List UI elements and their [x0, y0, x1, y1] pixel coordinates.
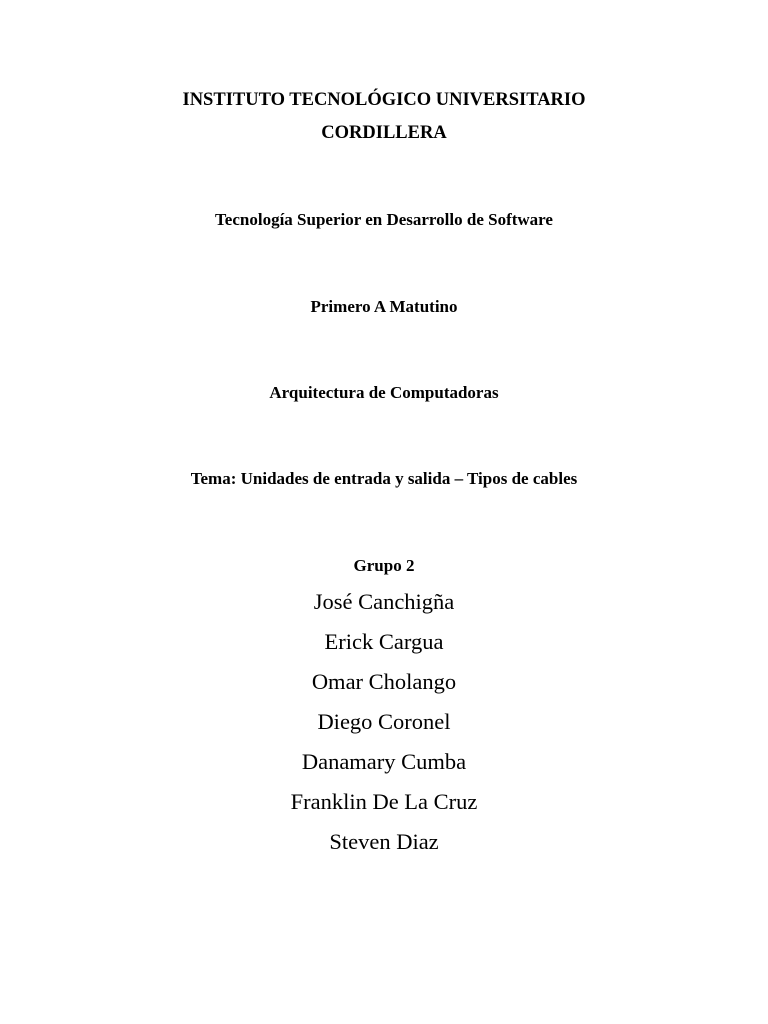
member-name: Danamary Cumba [301, 749, 467, 774]
member-name: Franklin De La Cruz [290, 789, 478, 814]
group-label: Grupo 2 [353, 556, 415, 575]
topic-line: Tema: Unidades de entrada y salida – Tipos de cables [190, 469, 578, 488]
institution-title-line2: CORDILLERA [321, 123, 447, 143]
member-name: Omar Cholango [311, 669, 457, 694]
course-name: Primero A Matutino [310, 297, 458, 316]
member-name: José Canchigña [313, 589, 455, 614]
subject-name: Arquitectura de Computadoras [269, 383, 499, 402]
member-name: Diego Coronel [317, 709, 451, 734]
member-name: Erick Cargua [324, 629, 444, 654]
career-name: Tecnología Superior en Desarrollo de Software [215, 210, 553, 229]
member-name: Steven Diaz [329, 829, 439, 854]
institution-title-line1: INSTITUTO TECNOLÓGICO UNIVERSITARIO [182, 90, 586, 110]
